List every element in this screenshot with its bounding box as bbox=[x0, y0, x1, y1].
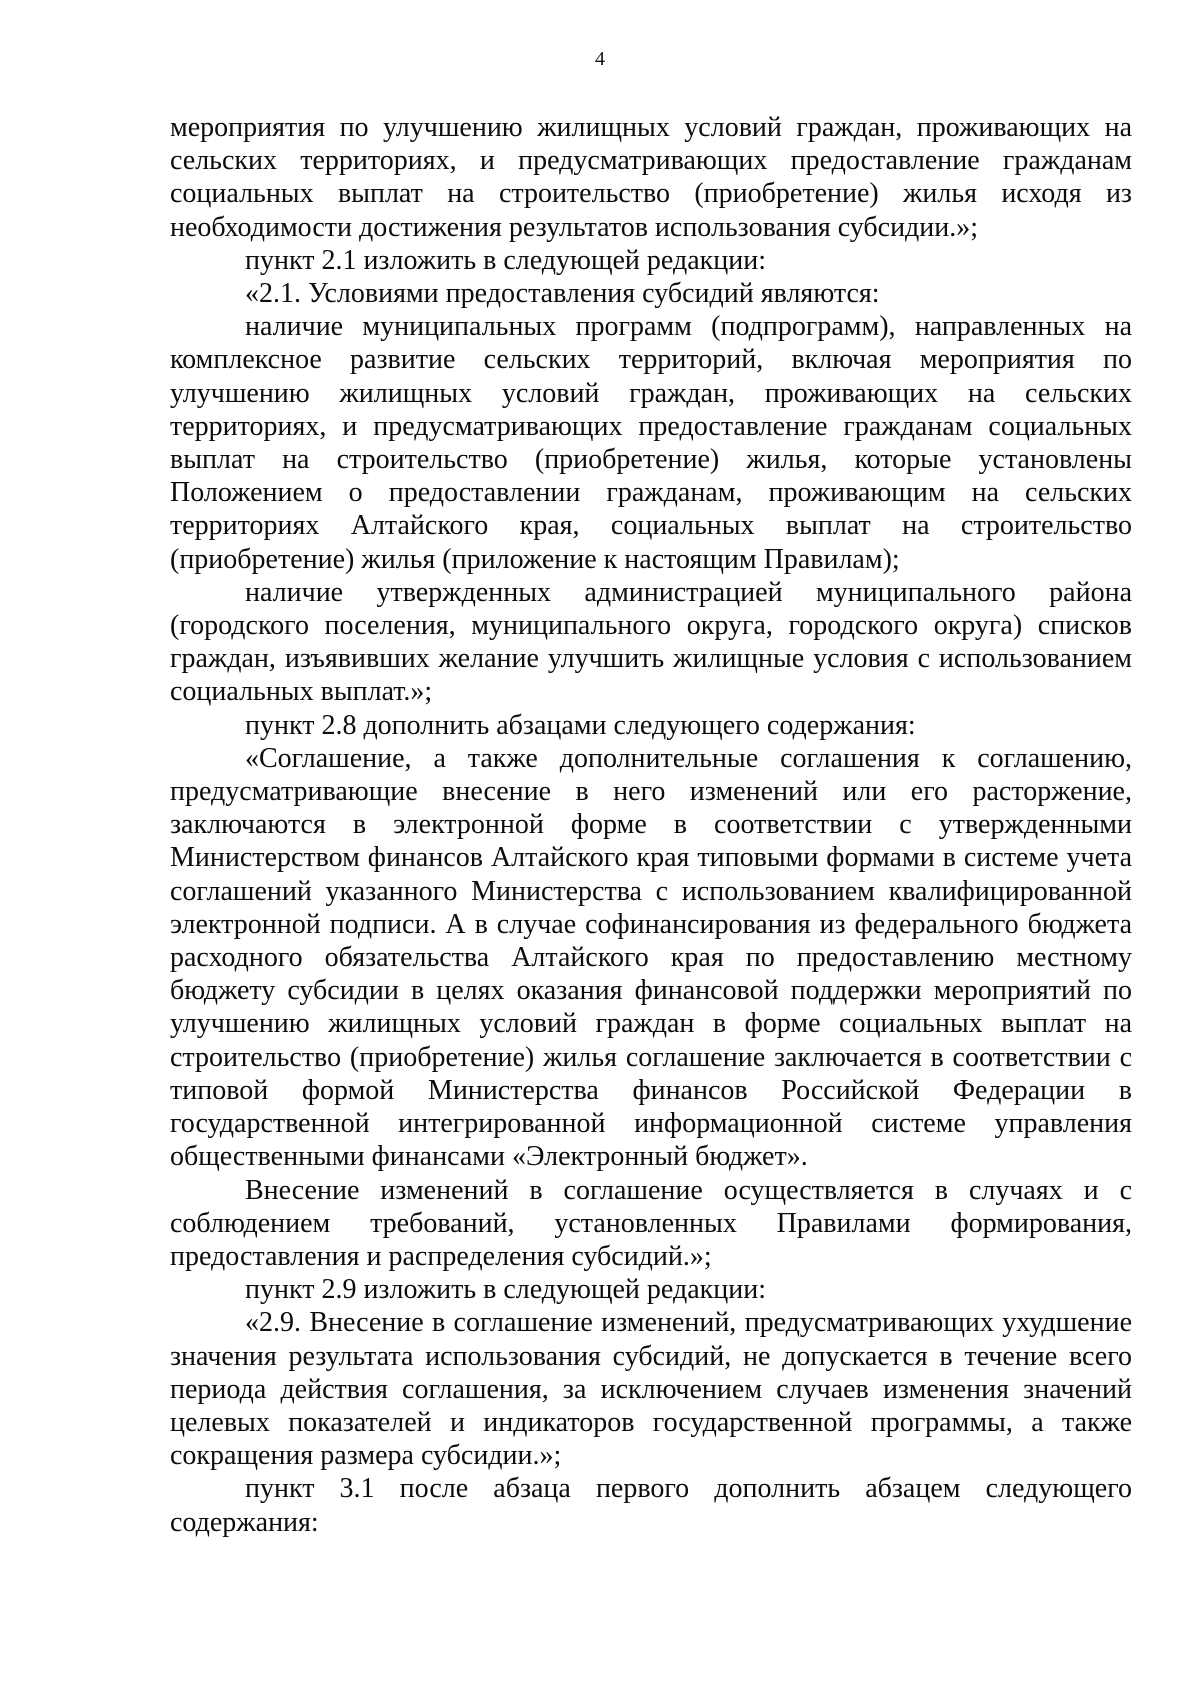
paragraph: пункт 3.1 после абзаца первого дополнить абзацем следующего содержания: bbox=[170, 1473, 1132, 1538]
paragraph: наличие муниципальных программ (подпрограмм), направленных на комплексное развитие сельских территорий, включая мероприятия по улучшению жилищных условий граждан, проживающих на сельских территориях, и предусматривающих предоставление гражданам социальных выплат на строительство (приобретение) жилья, которые установлены Положением о предоставлении гражданам, проживающим на сельских территориях Алтайского края, социальных выплат на строительство (приобретение) жилья (приложение к настоящим Правилам); bbox=[170, 311, 1132, 575]
paragraph: пункт 2.1 изложить в следующей редакции: bbox=[245, 244, 766, 276]
page-number: 4 bbox=[595, 48, 605, 70]
paragraph: «Соглашение, а также дополнительные соглашения к соглашению, предусматривающие внесение в него изменений или его расторжение, заключаются в электронной форме в соответствии с утвержденными Министерством финансов Алтайского края типовыми формами в системе учета соглашений указанного Министерства с использованием квалифицированной электронной подписи. А в случае софинансирования из федерального бюджета расходного обязательства Алтайского края по предоставлению местному бюджету субсидии в целях оказания финансовой поддержки мероприятий по улучшению жилищных условий граждан в форме социальных выплат на строительство (приобретение) жилья соглашение заключается в соответствии с типовой формой Министерства финансов Российской Федерации в государственной интегрированной информационной системе управления общественными финансами «Электронный бюджет». bbox=[170, 742, 1132, 1173]
paragraph: мероприятия по улучшению жилищных условий граждан, проживающих на сельских территориях, и предусматривающих предоставление гражданам социальных выплат на строительство (приобретение) жилья исходя из необходимости достижения результатов использования субсидии.»; bbox=[170, 112, 1132, 243]
paragraph: Внесение изменений в соглашение осуществляется в случаях и с соблюдением требований, установленных Правилами формирования, предоставления и распределения субсидий.»; bbox=[170, 1174, 1132, 1272]
paragraph: пункт 2.9 изложить в следующей редакции: bbox=[245, 1274, 766, 1306]
paragraph: «2.9. Внесение в соглашение изменений, предусматривающих ухудшение значения результата использования субсидий, не допускается в течение всего периода действия соглашения, за исключением случаев изменения значений целевых показателей и индикаторов государственной программы, а также сокращения размера субсидии.»; bbox=[170, 1307, 1132, 1472]
document-body bbox=[170, 111, 1132, 1539]
paragraph: «2.1. Условиями предоставления субсидий являются: bbox=[245, 278, 880, 310]
paragraph: пункт 2.8 дополнить абзацами следующего содержания: bbox=[245, 709, 916, 741]
paragraph: наличие утвержденных администрацией муниципального района (городского поселения, муниципального округа, городского округа) списков граждан, изъявивших желание улучшить жилищные условия с использованием социальных выплат.»; bbox=[170, 576, 1132, 708]
